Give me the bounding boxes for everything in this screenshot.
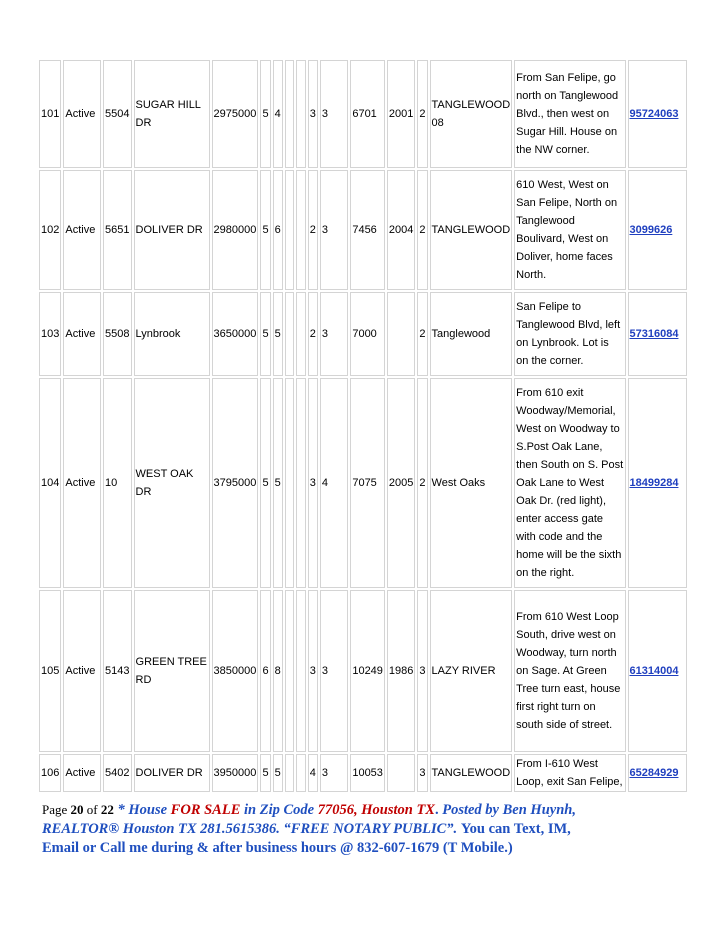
footer-realtor: REALTOR® Houston TX 281.5615386. [42,821,280,837]
sqft-cell: 7456 [350,170,385,290]
subdivision-cell: West Oaks [430,378,513,588]
price-cell: 3850000 [212,590,259,752]
footer-house-label: * House [117,802,168,818]
status-cell: Active [63,590,101,752]
status-cell: Active [63,378,101,588]
no-cell: 101 [39,60,61,168]
mls-cell [628,60,688,168]
sqft-cell: 7075 [350,378,385,588]
subdivision-cell: Tanglewood [430,292,513,376]
mls-link[interactable]: 61314004 [629,665,679,677]
mls-link[interactable]: 65284929 [629,767,679,779]
empty-cell [285,292,295,376]
directions-cell: From 610 exit Woodway/Memorial, West on Woodway to S.Post Oak Lane, then South on S. Post Oak Lane to West Oak Dr. (red light), enter access gate with code and the home will be the sixth on the right. [514,378,625,588]
c2-cell: 3 [320,60,348,168]
street-cell: Lynbrook [134,292,210,376]
c2-cell: 4 [320,378,348,588]
street-cell: WEST OAK DR [134,378,210,588]
beds-cell: 5 [260,60,270,168]
subdivision-cell: LAZY RIVER [430,590,513,752]
street-no-cell: 5651 [103,170,131,290]
baths-cell: 8 [273,590,283,752]
footer-zip: 77056, [317,802,358,818]
empty-cell [296,378,306,588]
footer-city: Houston TX [361,802,435,818]
baths-cell: 4 [273,60,283,168]
table-row [39,60,687,168]
empty-cell [285,590,295,752]
subdivision-cell: TANGLEWOOD 08 [430,60,513,168]
status-cell: Active [63,754,101,792]
street-no-cell: 5143 [103,590,131,752]
baths-cell: 6 [273,170,283,290]
directions-cell: 610 West, West on San Felipe, North on Tanglewood Boulivard, West on Doliver, home faces North. [514,170,625,290]
directions-cell: From 610 West Loop South, drive west on Woodway, turn north on Sage. At Green Tree turn east, house first right turn on south side of street. [514,590,625,752]
footer-notary: “FREE NOTARY PUBLIC”. [283,821,458,837]
sqft-cell: 6701 [350,60,385,168]
page-indicator: Page 20 of 22 [42,802,114,817]
year-cell [387,292,415,376]
footer-contact-line1: You can Text, IM, [460,821,571,837]
subdivision-cell: TANGLEWOOD [430,170,513,290]
stories-cell: 3 [417,590,427,752]
mls-link[interactable]: 95724063 [629,108,679,120]
c2-cell: 3 [320,170,348,290]
mls-link[interactable]: 3099626 [629,224,673,236]
c1-cell: 3 [308,60,318,168]
sqft-cell: 7000 [350,292,385,376]
listings-body [39,60,687,792]
empty-cell [285,170,295,290]
mls-link[interactable]: 57316084 [629,328,679,340]
price-cell: 3950000 [212,754,259,792]
no-cell: 104 [39,378,61,588]
table-row [39,378,687,588]
mls-cell [628,378,688,588]
no-cell: 105 [39,590,61,752]
beds-cell: 5 [260,378,270,588]
no-cell: 106 [39,754,61,792]
street-no-cell: 5402 [103,754,131,792]
directions-cell: San Felipe to Tanglewood Blvd, left on Lynbrook. Lot is on the corner. [514,292,625,376]
stories-cell: 2 [417,378,427,588]
footer-contact-line2: Email or Call me during & after business hours @ 832-607-1679 (T Mobile.) [42,840,513,856]
baths-cell: 5 [273,292,283,376]
street-no-cell: 10 [103,378,131,588]
street-cell: DOLIVER DR [134,170,210,290]
stories-cell: 3 [417,754,427,792]
c1-cell: 2 [308,170,318,290]
status-cell: Active [63,292,101,376]
status-cell: Active [63,170,101,290]
baths-cell: 5 [273,378,283,588]
table-row [39,292,687,376]
price-cell: 2975000 [212,60,259,168]
c2-cell: 3 [320,590,348,752]
mls-cell [628,170,688,290]
table-row [39,754,687,792]
no-cell: 103 [39,292,61,376]
footer-in-zip: in Zip Code [244,802,315,818]
year-cell: 2004 [387,170,415,290]
empty-cell [285,60,295,168]
stories-cell: 2 [417,170,427,290]
c1-cell: 4 [308,754,318,792]
beds-cell: 5 [260,170,270,290]
empty-cell [296,590,306,752]
price-cell: 3650000 [212,292,259,376]
listings-table-container [37,58,689,794]
empty-cell [296,60,306,168]
year-cell: 2001 [387,60,415,168]
directions-cell: From I-610 West Loop, exit San Felipe, [514,754,625,792]
c1-cell: 3 [308,590,318,752]
stories-cell: 2 [417,60,427,168]
footer-for-sale: FOR SALE [170,802,241,818]
empty-cell [296,754,306,792]
directions-cell: From San Felipe, go north on Tanglewood Blvd., then west on Sugar Hill. House on the NW corner. [514,60,625,168]
empty-cell [285,378,295,588]
subdivision-cell: TANGLEWOOD [430,754,513,792]
empty-cell [285,754,295,792]
c1-cell: 2 [308,292,318,376]
c2-cell: 3 [320,292,348,376]
street-cell: GREEN TREE RD [134,590,210,752]
empty-cell [296,292,306,376]
empty-cell [296,170,306,290]
c2-cell: 3 [320,754,348,792]
street-no-cell: 5508 [103,292,131,376]
price-cell: 3795000 [212,378,259,588]
price-cell: 2980000 [212,170,259,290]
stories-cell: 2 [417,292,427,376]
sqft-cell: 10053 [350,754,385,792]
year-cell: 2005 [387,378,415,588]
mls-link[interactable]: 18499284 [629,477,679,489]
listings-table [37,58,689,794]
table-row [39,590,687,752]
beds-cell: 6 [260,590,270,752]
beds-cell: 5 [260,754,270,792]
street-cell: SUGAR HILL DR [134,60,210,168]
mls-cell [628,754,688,792]
baths-cell: 5 [273,754,283,792]
c1-cell: 3 [308,378,318,588]
mls-cell [628,292,688,376]
table-row [39,170,687,290]
page-footer: Page 20 of 22 * House FOR SALE in Zip Code 77056, Houston TX. Posted by Ben Huynh, REALTOR® Houston TX 281.5615386. “FREE NOTARY PUBLIC”. You can Text, IM, Email or Call me during & after business hours @ 832-607-1679 (T Mobile.) [42,802,576,856]
mls-cell [628,590,688,752]
year-cell: 1986 [387,590,415,752]
footer-posted-by: Posted by Ben Huynh, [442,802,576,818]
status-cell: Active [63,60,101,168]
year-cell [387,754,415,792]
beds-cell: 5 [260,292,270,376]
no-cell: 102 [39,170,61,290]
sqft-cell: 10249 [350,590,385,752]
street-no-cell: 5504 [103,60,131,168]
street-cell: DOLIVER DR [134,754,210,792]
